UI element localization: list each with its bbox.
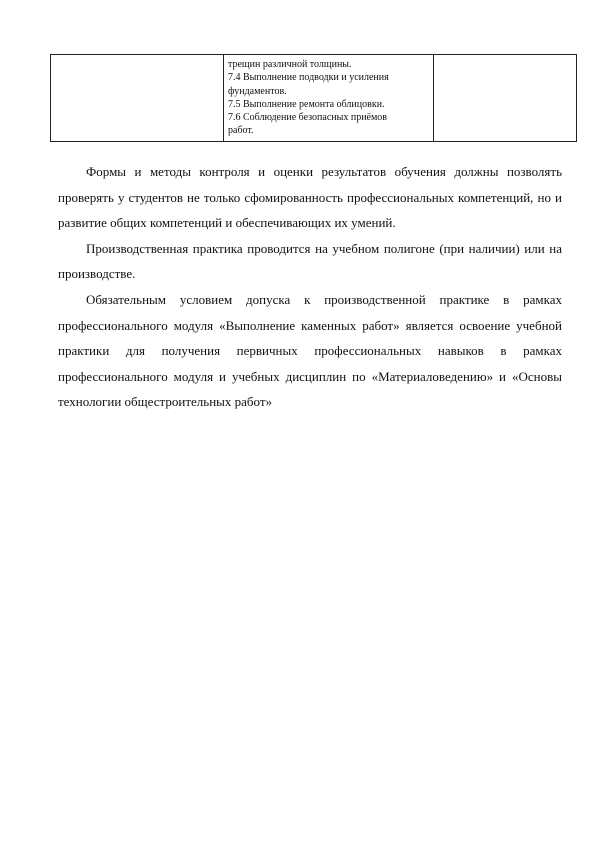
content-table xyxy=(50,54,577,142)
cell-line: работ. xyxy=(228,125,254,137)
body-text xyxy=(58,159,562,415)
table-cell-1 xyxy=(51,55,224,142)
paragraph-admission-condition: Обязательным условием допуска к производственной практике в рамках профессионального модуля «Выполнение каменных работ» является освоение учебной практики для получения первичных профессиональных навыков в рамках профессионального модуля и учебных дисциплин по «Материаловедению» и «Основы технологии общестроительных работ» xyxy=(58,291,562,410)
table-cell-2 xyxy=(224,55,434,142)
cell-line: 7.5 Выполнение ремонта облицовки. xyxy=(228,98,385,110)
cell-line: 7.4 Выполнение подводки и усиления xyxy=(228,72,389,84)
table-row xyxy=(51,55,577,142)
cell-line: 7.6 Соблюдение безопасных приёмов xyxy=(228,112,388,124)
paragraph-practice-location: Производственная практика проводится на учебном полигоне (при наличии) или на производстве. xyxy=(58,240,562,282)
cell-line: фундаментов. xyxy=(228,85,287,97)
table-cell-3 xyxy=(434,55,577,142)
cell-line: трещин различной толщины. xyxy=(228,59,352,70)
paragraph-assessment: Формы и методы контроля и оценки результатов обучения должны позволять проверять у студентов не только сфомированность профессиональных компетенций, но и развитие общих компетенций и обеспечивающих их умений. xyxy=(58,164,562,231)
